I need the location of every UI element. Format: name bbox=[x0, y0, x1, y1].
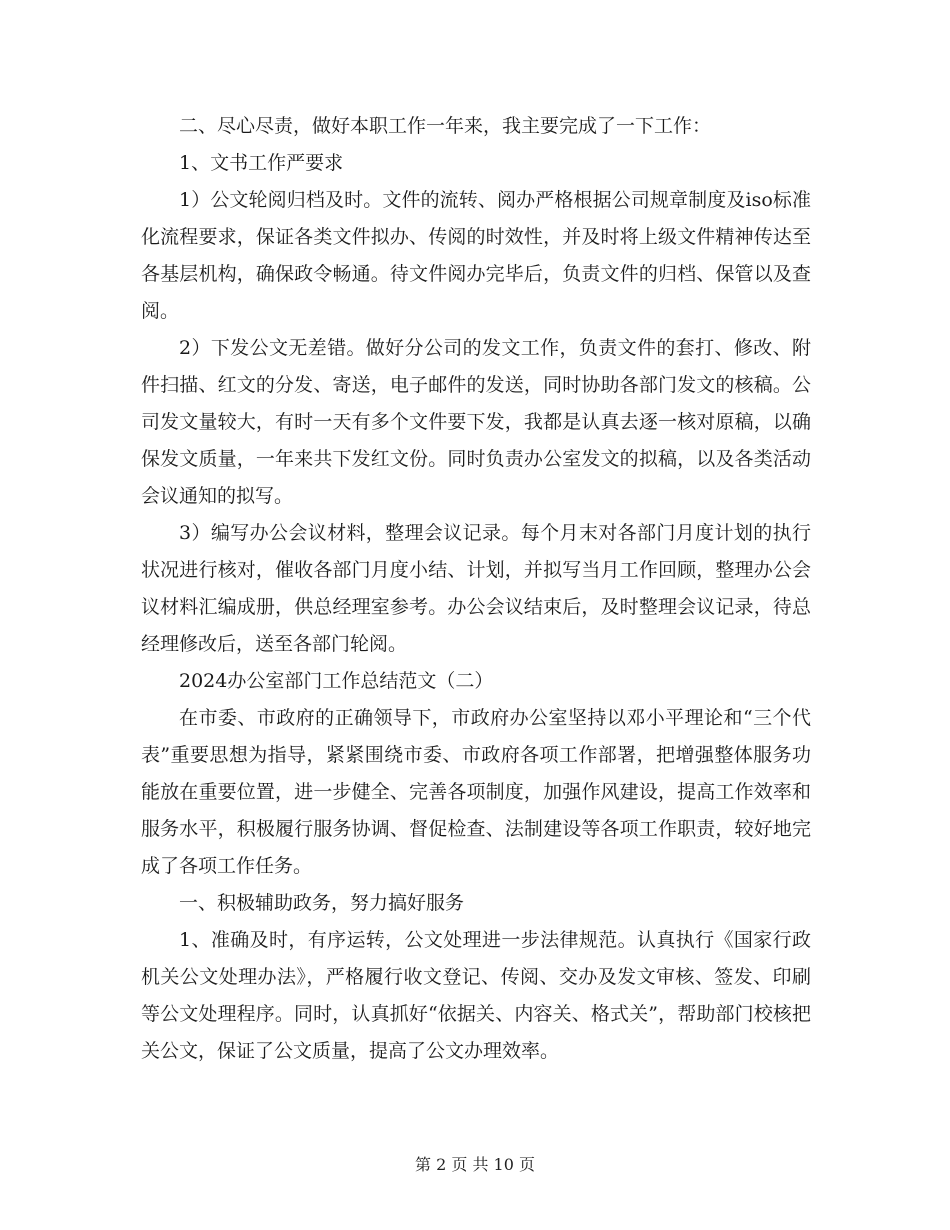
paragraph-section-one-heading: 一、积极辅助政务，努力搞好服务 bbox=[179, 892, 465, 914]
paragraph-section-two-heading: 二、尽心尽责，做好本职工作一年来，我主要完成了一下工作： bbox=[179, 115, 712, 137]
paragraph-meeting-materials: 3）编写办公会议材料，整理会议记录。每个月末对各部门月度计划的执行状况进行核对，催收各部门月度小结、计划，并拟写当月工作回顾，整理办公会议材料汇编成册，供总经理室参考。办公会议结束后，及时整理会议记录，待总经理修改后，送至各部门轮阅。 bbox=[141, 522, 811, 655]
paragraph-sample-title-two: 2024办公室部门工作总结范文（二） bbox=[179, 670, 494, 692]
paragraph-issuing-documents: 2）下发公文无差错。做好分公司的发文工作，负责文件的套打、修改、附件扫描、红文的分发、寄送，电子邮件的发送，同时协助各部门发文的核稿。公司发文量较大，有时一天有多个文件要下发，我都是认真去逐一核对原稿，以确保发文质量，一年来共下发红文份。同时负责办公室发文的拟稿，以及各类活动会议通知的拟写。 bbox=[141, 337, 811, 507]
page-number-footer: 第 2 页 共 10 页 bbox=[415, 1155, 535, 1174]
paragraph-archiving: 1）公文轮阅归档及时。文件的流转、阅办严格根据公司规章制度及iso标准化流程要求，保证各类文件拟办、传阅的时效性，并及时将上级文件精神传达至各基层机构，确保政令畅通。待文件阅办完毕后，负责文件的归档、保管以及查阅。 bbox=[141, 189, 811, 322]
paragraph-document-work-heading: 1、文书工作严要求 bbox=[179, 152, 344, 174]
paragraph-document-processing: 1、准确及时，有序运转，公文处理进一步法律规范。认真执行《国家行政机关公文处理办法》，严格履行收文登记、传阅、交办及发文审核、签发、印刷等公文处理程序。同时，认真抓好“依据关、内容关、格式关”，帮助部门校核把关公文，保证了公文质量，提高了公文办理效率。 bbox=[141, 929, 811, 1062]
document-body bbox=[141, 108, 811, 1070]
paragraph-introduction: 在市委、市政府的正确领导下，市政府办公室坚持以邓小平理论和“三个代表”重要思想为指导，紧紧围绕市委、市政府各项工作部署，把增强整体服务功能放在重要位置，进一步健全、完善各项制度，加强作风建设，提高工作效率和服务水平，积极履行服务协调、督促检查、法制建设等各项工作职责，较好地完成了各项工作任务。 bbox=[141, 707, 811, 877]
